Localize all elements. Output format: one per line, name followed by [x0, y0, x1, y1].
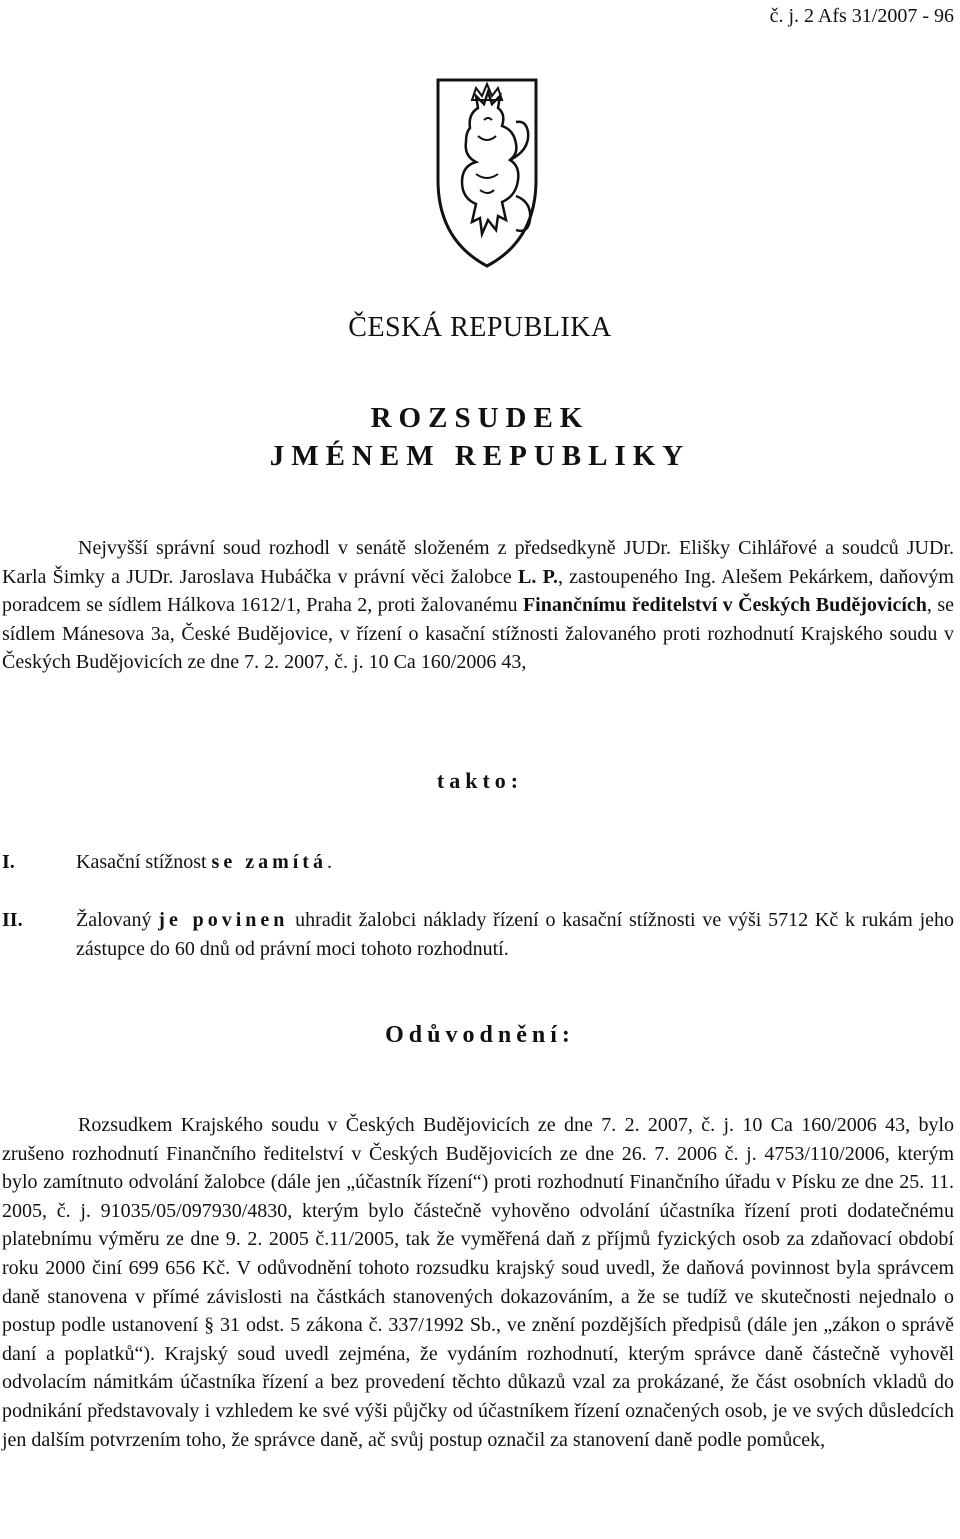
intro-paragraph [2, 534, 954, 677]
ruling-item-1 [2, 848, 954, 878]
defendant-name: Finančnímu ředitelství v Českých Budějovicích [522, 594, 927, 617]
country-name: ČESKÁ REPUBLIKA [348, 312, 612, 343]
ruling-text-post: uhradit žalobci náklady řízení o kasační stížnosti ve výši 5712 Kč k rukám jeho zástupce do 60 dnů od právní moci tohoto rozhodnutí. [76, 909, 955, 960]
intro-text-2: , zastoupeného Ing. Alešem Pekárkem, daňovým poradcem se sídlem Hálkova 1612/1, Praha 2, proti žalovanému [2, 565, 954, 617]
intro-text-1: Nejvyšší správní soud rozhodl v senátě složeném z předsedkyně JUDr. Elišky Cihlářové a soudců JUDr. Karla Šimky a JUDr. Jaroslava Hubáčka v právní věci žalobce [2, 537, 954, 588]
plaintiff-name: L. P. [518, 565, 558, 588]
ruling-number: I. [2, 851, 15, 873]
verdict-subtitle: JMÉNEM REPUBLIKY [269, 440, 691, 472]
verdict-title: ROZSUDEK [370, 402, 590, 434]
czech-lion-coat-of-arms-icon [432, 70, 542, 270]
ruling-text-pre: Žalovaný [76, 909, 159, 931]
reasoning-paragraph: Rozsudkem Krajského soudu v Českých Budějovicích ze dne 7. 2. 2007, č. j. 10 Ca 160/2006 43, bylo zrušeno rozhodnutí Finančního ředitelství v Českých Budějovicích ze dne 26. 7. 2006 č. j. 4753/110/2006, kterým bylo zamítnuto odvolání žalobce (dále jen „účastník řízení“) proti rozhodnutí Finančního úřadu v Písku ze dne 25. 11. 2005, č. j. 91035/05/097930/4830, kterým bylo částečně vyhověno odvolání účastníka řízení proti dodatečnému platebnímu výměru ze dne 9. 2. 2005 č.11/2005, tak že vyměřená daň z příjmů fyzických osob za zdaňovací období roku 2000 činí 699 656 Kč. V odůvodnění tohoto rozsudku krajský soud uvedl, že daňová povinnost byla správcem daně stanovena v přímé závislosti na částkách stanovených dokazováním, a že se tudíž ve skutečnosti nejednalo o postup podle ustanovení § 31 odst. 5 zákona č. 337/1992 Sb., ve znění pozdějších předpisů (dále jen „zákon o správě daní a poplatků“). Krajský soud uvedl zejména, že vydáním rozhodnutí, kterým správce daně částečně vyhověl odvolacím námitkám účastníka řízení a bez provedení těchto důkazů vzal za prokázané, že část osobních vkladů do podnikání představovaly i vzhledem ke své výši půjčky od účastníkem řízení označených osob, je ve svých důsledcích jen dalším potvrzením toho, že správce daně, ač svůj postup označil za stanovení daně podle pomůcek, [2, 1114, 954, 1451]
ruling-text [76, 906, 954, 963]
ruling-decision: je povinen [158, 909, 289, 931]
takto-heading: takto: [436, 768, 524, 793]
ruling-item-2 [2, 906, 954, 966]
ruling-text-post: . [326, 851, 332, 873]
ruling-decision: se zamítá [211, 851, 327, 873]
case-reference: č. j. 2 Afs 31/2007 - 96 [769, 5, 954, 27]
ruling-number: II. [2, 909, 23, 931]
ruling-text [76, 848, 954, 877]
intro-text-3: , se sídlem Mánesova 3a, České Budějovice, v řízení o kasační stížnosti žalovaného proti rozhodnutí Krajského soudu v Českých Budějovicích ze dne 7. 2. 2007, č. j. 10 Ca 160/2006 43, [2, 594, 954, 674]
reasoning-heading: Odůvodnění: [385, 1022, 575, 1048]
ruling-text-pre: Kasační stížnost [76, 851, 212, 873]
